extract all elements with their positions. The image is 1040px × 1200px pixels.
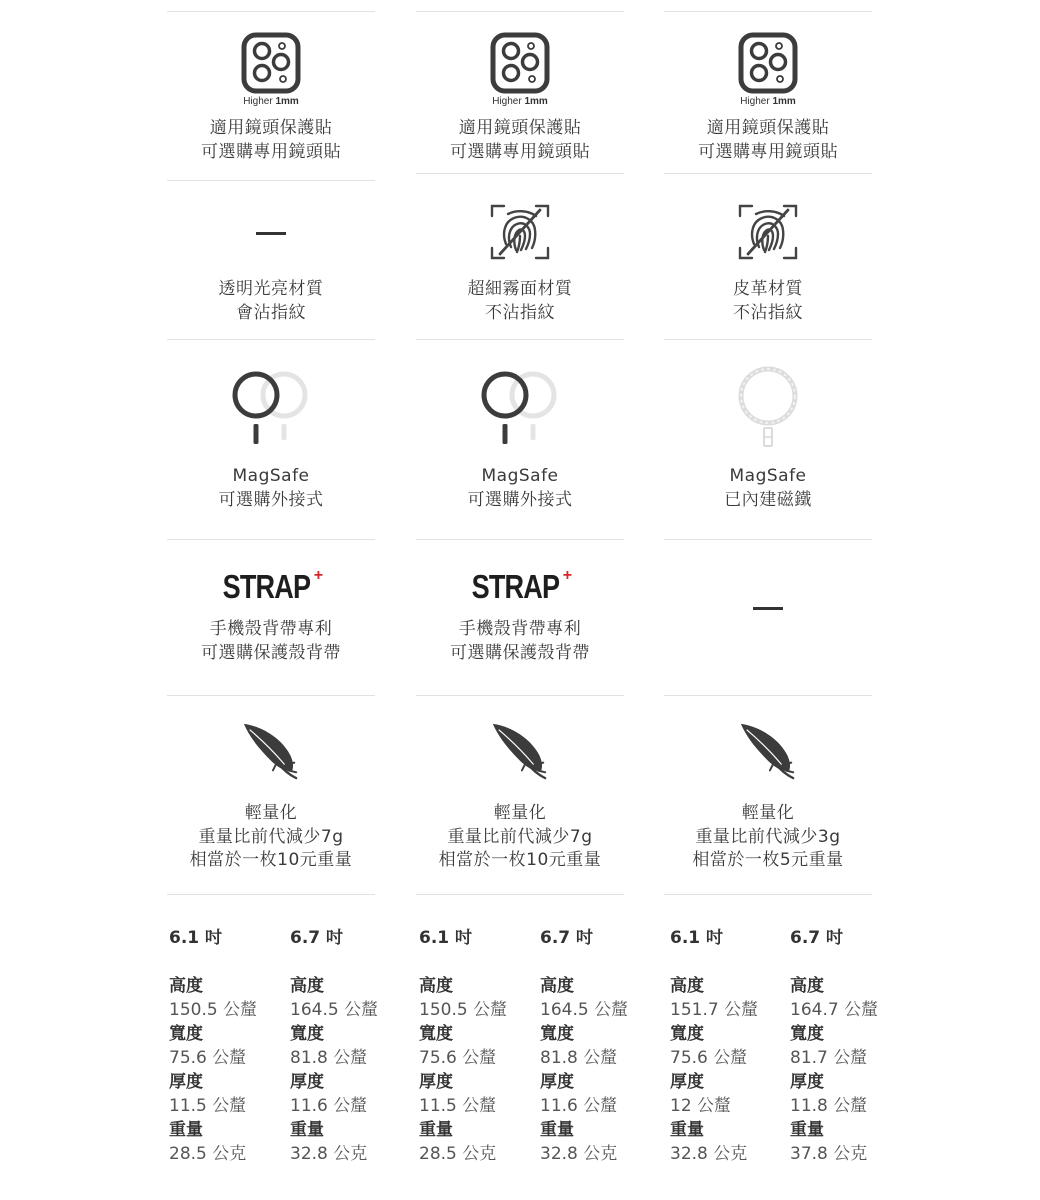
material-text [396,278,644,325]
spec-weight-label: 重量 [419,1120,453,1140]
magsafe-line-2: 已內建磁鐵 [724,489,812,510]
magsafe-line-2: 可選購外接式 [218,489,324,510]
spec-depth-value: 11.6 公釐 [290,1096,368,1116]
strap-line-2: 可選購保護殼背帶 [201,642,341,663]
strap-logo-word: STRAP [222,568,311,605]
higher-value: 1mm [524,96,548,107]
light-line-1: 輕量化 [493,803,547,823]
light-line-3: 相當於一枚10元重量 [189,850,353,870]
spec-weight-value: 28.5 公克 [169,1144,247,1164]
strap-logo-word: STRAP [471,568,560,605]
camera-text [644,117,892,164]
light-line-1: 輕量化 [741,803,795,823]
camera-lens-icon [167,32,375,94]
lightweight-text [644,802,892,873]
strap-text [396,618,644,665]
spec-depth-label: 厚度 [540,1072,574,1092]
strap-logo-plus: + [313,567,324,584]
dash-icon [256,232,286,235]
magsafe-line-1: MagSafe [481,466,559,486]
fingerprint-icon [664,200,872,264]
magsafe-builtin-icon [664,366,872,450]
camera-text [396,117,644,164]
spec-height-value: 151.7 公釐 [670,1000,759,1020]
spec-height-value: 164.5 公釐 [540,1000,629,1020]
separator [167,894,375,895]
higher-note [664,96,872,107]
material-line-2: 會沾指紋 [236,302,306,323]
magsafe-text [396,465,644,512]
spec-height-label: 高度 [790,976,824,996]
light-line-2: 重量比前代減少3g [695,826,841,847]
spec-width-label: 寬度 [169,1024,203,1044]
camera-line-2: 可選購專用鏡頭貼 [698,141,838,162]
spec-depth-value: 11.6 公釐 [540,1096,618,1116]
separator [167,539,375,540]
magsafe-text [644,465,892,512]
separator [416,539,624,540]
higher-value: 1mm [275,96,299,107]
separator [416,11,624,12]
spec-width-value: 81.8 公釐 [540,1048,618,1068]
camera-lens-icon [664,32,872,94]
spec-depth-label: 厚度 [790,1072,824,1092]
separator [664,11,872,12]
spec-weight-label: 重量 [169,1120,203,1140]
fingerprint-icon [416,200,624,264]
separator [167,339,375,340]
spec-height-value: 164.5 公釐 [290,1000,379,1020]
spec-column [169,926,287,1166]
higher-note [416,96,624,107]
spec-size: 6.7 吋 [290,928,344,948]
spec-width-label: 寬度 [540,1024,574,1044]
spec-weight-label: 重量 [670,1120,704,1140]
spec-depth-label: 厚度 [670,1072,704,1092]
separator [664,539,872,540]
separator [167,11,375,12]
spec-depth-value: 11.5 公釐 [169,1096,247,1116]
spec-size: 6.1 吋 [169,928,223,948]
spec-column [290,926,408,1166]
spec-weight-label: 重量 [290,1120,324,1140]
magsafe-ring-icon [167,368,375,448]
material-line-1: 超細霧面材質 [467,279,573,299]
strap-logo [167,568,375,606]
material-line-1: 皮革材質 [733,279,803,299]
separator [416,894,624,895]
magsafe-text [147,465,395,512]
feather-icon [416,720,624,782]
spec-size: 6.1 吋 [670,928,724,948]
spec-width-value: 75.6 公釐 [169,1048,247,1068]
lightweight-text [147,802,395,873]
higher-prefix: Higher [243,96,273,107]
light-line-2: 重量比前代減少7g [447,826,593,847]
higher-note [167,96,375,107]
feather-icon [167,720,375,782]
strap-logo-plus: + [562,567,573,584]
spec-height-label: 高度 [169,976,203,996]
camera-line-1: 適用鏡頭保護貼 [209,118,333,138]
light-line-3: 相當於一枚10元重量 [438,850,602,870]
camera-line-2: 可選購專用鏡頭貼 [450,141,590,162]
spec-width-value: 75.6 公釐 [670,1048,748,1068]
spec-height-value: 164.7 公釐 [790,1000,879,1020]
material-text [644,278,892,325]
camera-line-2: 可選購專用鏡頭貼 [201,141,341,162]
separator [664,173,872,174]
magsafe-line-1: MagSafe [729,466,807,486]
spec-width-label: 寬度 [419,1024,453,1044]
light-line-2: 重量比前代減少7g [198,826,344,847]
dash-icon [753,607,783,610]
higher-prefix: Higher [492,96,522,107]
spec-depth-value: 11.8 公釐 [790,1096,868,1116]
spec-column [670,926,788,1166]
spec-height-value: 150.5 公釐 [169,1000,258,1020]
spec-size: 6.7 吋 [540,928,594,948]
spec-size: 6.1 吋 [419,928,473,948]
feather-icon [664,720,872,782]
spec-weight-value: 28.5 公克 [419,1144,497,1164]
strap-text [147,618,395,665]
material-line-2: 不沾指紋 [733,302,803,323]
product-column-2 [416,0,629,1200]
separator [416,173,624,174]
spec-width-label: 寬度 [670,1024,704,1044]
separator [664,339,872,340]
spec-weight-value: 32.8 公克 [540,1144,618,1164]
higher-prefix: Higher [740,96,770,107]
strap-line-1: 手機殼背帶專利 [458,619,582,639]
spec-column [790,926,908,1166]
spec-column [419,926,537,1166]
strap-logo [416,568,624,606]
spec-width-label: 寬度 [290,1024,324,1044]
spec-width-value: 75.6 公釐 [419,1048,497,1068]
camera-line-1: 適用鏡頭保護貼 [706,118,830,138]
light-line-3: 相當於一枚5元重量 [692,850,844,870]
spec-size: 6.7 吋 [790,928,844,948]
spec-height-label: 高度 [290,976,324,996]
spec-weight-value: 32.8 公克 [670,1144,748,1164]
material-line-2: 不沾指紋 [485,302,555,323]
separator [664,695,872,696]
spec-height-label: 高度 [670,976,704,996]
spec-depth-value: 11.5 公釐 [419,1096,497,1116]
spec-height-label: 高度 [540,976,574,996]
spec-weight-value: 37.8 公克 [790,1144,868,1164]
spec-weight-label: 重量 [540,1120,574,1140]
lightweight-text [396,802,644,873]
strap-line-2: 可選購保護殼背帶 [450,642,590,663]
separator [167,180,375,181]
camera-text [147,117,395,164]
strap-line-1: 手機殼背帶專利 [209,619,333,639]
spec-depth-value: 12 公釐 [670,1096,732,1116]
camera-lens-icon [416,32,624,94]
magsafe-line-2: 可選購外接式 [467,489,573,510]
spec-width-label: 寬度 [790,1024,824,1044]
separator [664,894,872,895]
separator [416,339,624,340]
spec-weight-value: 32.8 公克 [290,1144,368,1164]
magsafe-line-1: MagSafe [232,466,310,486]
spec-column [540,926,658,1166]
material-line-1: 透明光亮材質 [218,279,324,299]
spec-depth-label: 厚度 [169,1072,203,1092]
spec-height-value: 150.5 公釐 [419,1000,508,1020]
separator [167,695,375,696]
product-column-1 [167,0,379,1200]
camera-line-1: 適用鏡頭保護貼 [458,118,582,138]
spec-height-label: 高度 [419,976,453,996]
spec-weight-label: 重量 [790,1120,824,1140]
magsafe-ring-icon [416,368,624,448]
spec-depth-label: 厚度 [419,1072,453,1092]
spec-depth-label: 厚度 [290,1072,324,1092]
light-line-1: 輕量化 [244,803,298,823]
spec-width-value: 81.7 公釐 [790,1048,868,1068]
material-text [147,278,395,325]
product-column-3 [664,0,879,1200]
spec-width-value: 81.8 公釐 [290,1048,368,1068]
separator [416,695,624,696]
higher-value: 1mm [772,96,796,107]
